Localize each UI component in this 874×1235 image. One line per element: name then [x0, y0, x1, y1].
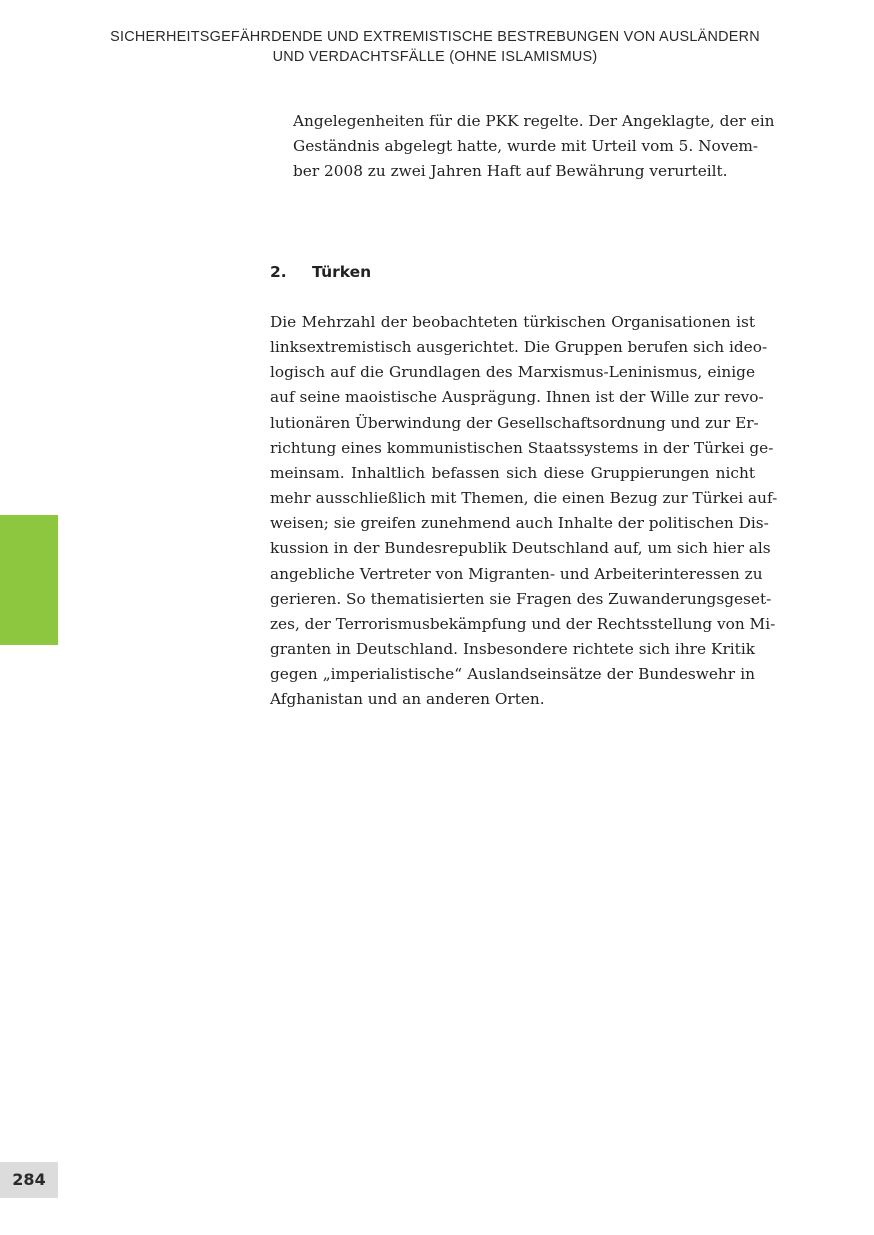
- running-header-line-1: SICHERHEITSGEFÄHRDENDE UND EXTREMISTISCHE BESTREBUNGEN VON AUSLÄNDERN: [110, 29, 760, 45]
- chapter-side-tab: [0, 515, 58, 645]
- paragraph-line: logisch auf die Grundlagen des Marxismus-Leninismus, einige: [270, 363, 755, 382]
- body-paragraph: [270, 310, 778, 713]
- paragraph-line: mehr ausschließlich mit Themen, die einen Bezug zur Türkei auf-: [270, 489, 778, 508]
- page-number: 284: [0, 1162, 58, 1198]
- paragraph-line: gegen „imperialistische“ Auslandseinsätze der Bundeswehr in: [270, 665, 755, 684]
- continued-paragraph: [293, 109, 775, 184]
- paragraph-line: linksextremistisch ausgerichtet. Die Gruppen berufen sich ideo-: [270, 338, 768, 357]
- paragraph-line: Afghanistan und an anderen Orten.: [270, 690, 545, 709]
- paragraph-line: auf seine maoistische Ausprägung. Ihnen ist der Wille zur revo-: [270, 388, 764, 407]
- paragraph-line: ber 2008 zu zwei Jahren Haft auf Bewährung verurteilt.: [293, 162, 728, 181]
- section-title: Türken: [312, 263, 372, 281]
- paragraph-line: gerieren. So thematisierten sie Fragen des Zuwanderungsgeset-: [270, 589, 772, 608]
- paragraph-line: Geständnis abgelegt hatte, wurde mit Urteil vom 5. Novem-: [293, 137, 759, 156]
- paragraph-line: richtung eines kommunistischen Staatssystems in der Türkei ge-: [270, 438, 774, 457]
- paragraph-line: lutionären Überwindung der Gesellschaftsordnung und zur Er-: [270, 413, 759, 432]
- paragraph-line: kussion in der Bundesrepublik Deutschland auf, um sich hier als: [270, 539, 771, 558]
- paragraph-line: granten in Deutschland. Insbesondere richtete sich ihre Kritik: [270, 640, 755, 659]
- paragraph-line: weisen; sie greifen zunehmend auch Inhalte der politischen Dis-: [270, 514, 769, 533]
- paragraph-line: zes, der Terrorismusbekämpfung und der Rechtsstellung von Mi-: [270, 614, 776, 633]
- running-header-line-2: UND VERDACHTSFÄLLE (OHNE ISLAMISMUS): [272, 49, 598, 65]
- paragraph-line: meinsam. Inhaltlich befassen sich diese Gruppierungen nicht: [270, 463, 755, 482]
- running-header: [60, 27, 810, 67]
- section-number: 2.: [270, 263, 287, 281]
- paragraph-line: Die Mehrzahl der beobachteten türkischen Organisationen ist: [270, 313, 755, 331]
- paragraph-line: Angelegenheiten für die PKK regelte. Der Angeklagte, der ein: [293, 112, 775, 130]
- paragraph-line: angebliche Vertreter von Migranten- und Arbeiterinteressen zu: [270, 564, 763, 583]
- section-heading: [270, 262, 755, 282]
